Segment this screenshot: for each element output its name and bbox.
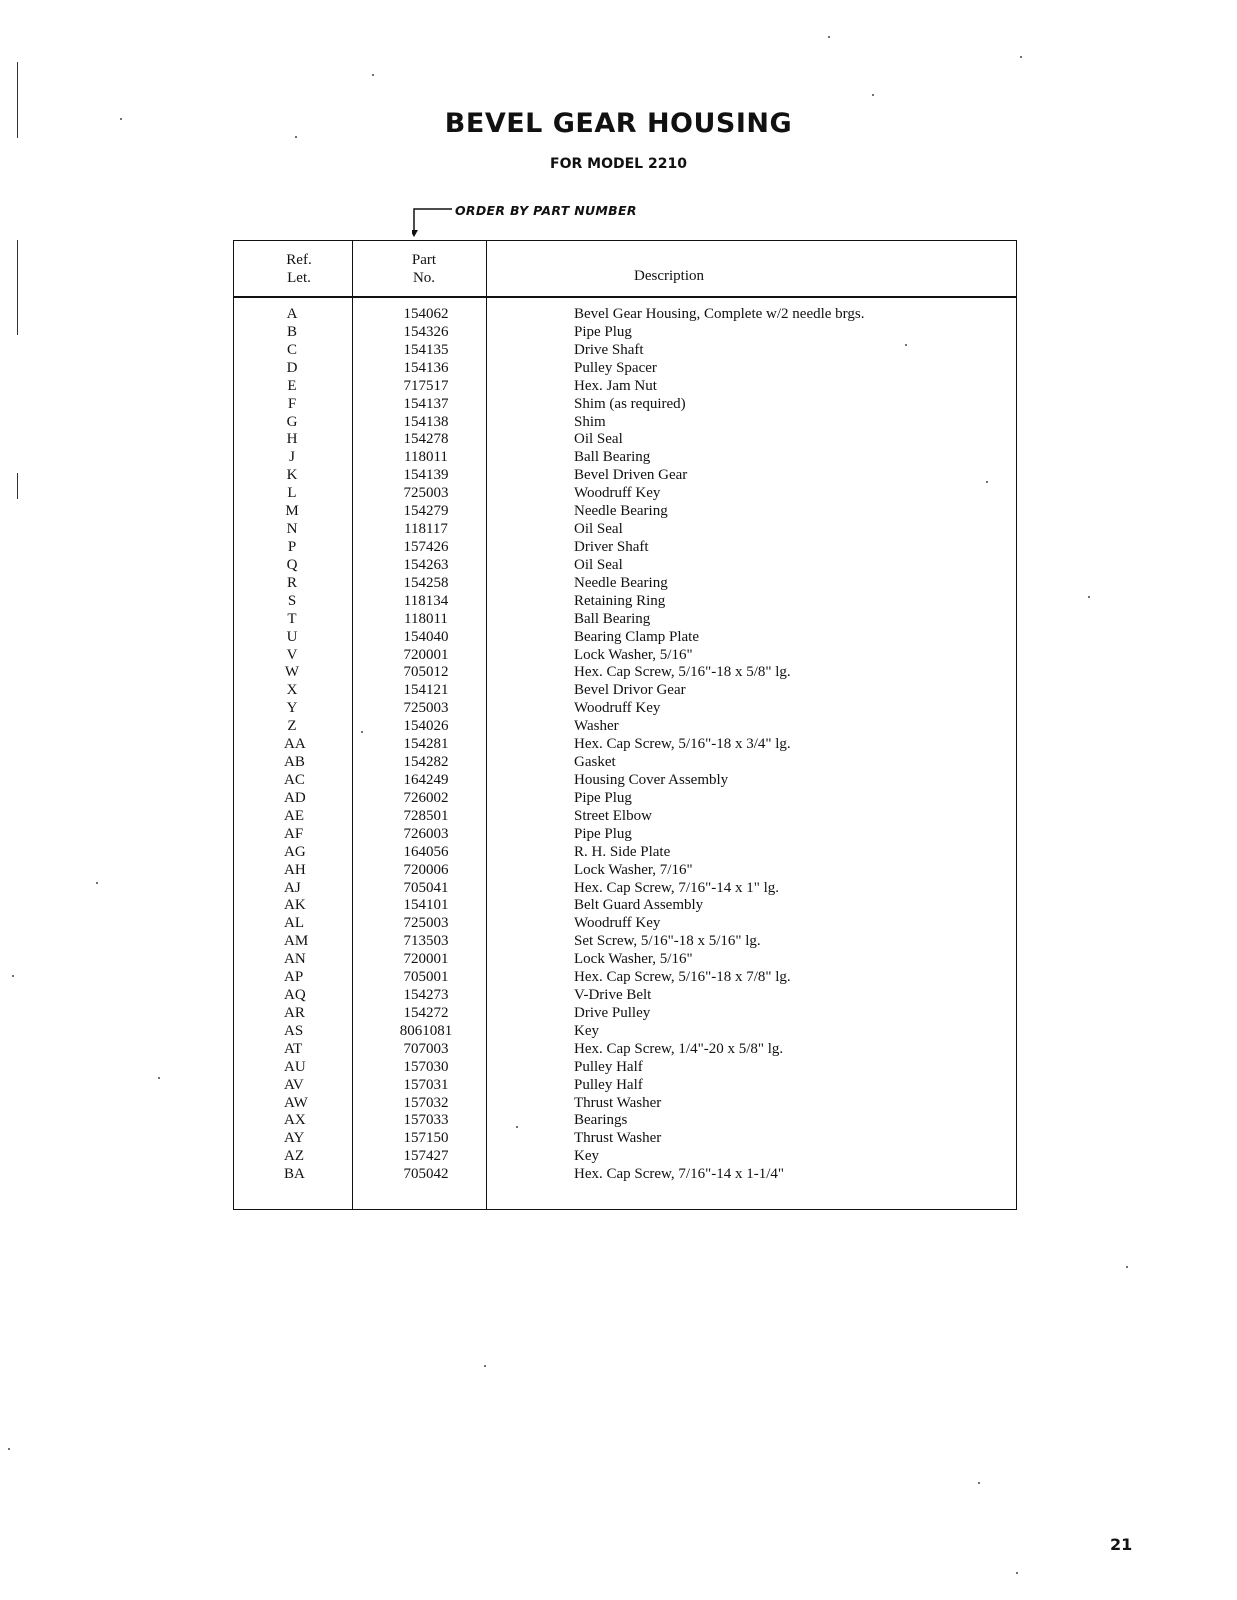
ref-letter-cell: L [287,485,297,502]
part-number-cell: 154101 [403,897,449,914]
ref-letter-cell: AN [284,951,306,968]
table-row [234,807,1016,825]
header-ref-line2: Let. [287,270,311,286]
description-cell: Pipe Plug [574,789,632,806]
description-cell: R. H. Side Plate [574,843,671,860]
part-number-cell: 725003 [403,485,449,502]
table-row [234,1111,1016,1129]
table-row [234,610,1016,628]
part-number-cell: 157150 [403,1130,449,1147]
description-cell: Pulley Spacer [574,359,657,376]
ref-letter-cell: Q [286,556,298,573]
ref-letter-cell: R [286,574,297,591]
table-row [234,502,1016,520]
table-row [234,861,1016,879]
description-cell: Washer [574,718,619,735]
description-cell: Hex. Cap Screw, 5/16"-18 x 3/4" lg. [574,736,791,753]
table-row [234,717,1016,735]
description-cell: Set Screw, 5/16"-18 x 5/16" lg. [574,933,761,950]
table-row [234,1076,1016,1094]
part-number-cell: 154326 [403,323,449,340]
description-cell: Pulley Half [574,1076,643,1093]
ref-letter-cell: B [286,323,297,340]
description-cell: Hex. Jam Nut [574,377,657,394]
table-row [234,1129,1016,1147]
description-cell: Lock Washer, 5/16" [574,646,693,663]
table-row [234,699,1016,717]
table-row [234,950,1016,968]
description-cell: Bearings [574,1112,628,1129]
table-row [234,1040,1016,1058]
table-row [234,592,1016,610]
description-cell: Needle Bearing [574,503,668,520]
part-number-cell: 725003 [403,700,449,717]
description-cell: V-Drive Belt [574,987,652,1004]
table-row [234,771,1016,789]
speck [978,1482,980,1484]
table-row [234,395,1016,413]
speck [1088,596,1090,598]
part-number-cell: 154040 [403,628,449,645]
table-row [234,430,1016,448]
description-cell: Bevel Gear Housing, Complete w/2 needle brgs. [574,306,865,322]
part-number-cell: 118117 [404,521,448,538]
ref-letter-cell: BA [284,1166,305,1183]
description-cell: Key [574,1022,599,1039]
ref-letter-cell: U [286,628,298,645]
table-row [234,825,1016,843]
table-row [234,466,1016,484]
speck [372,74,374,76]
part-number-cell: 705001 [403,969,449,986]
table-row [234,520,1016,538]
part-number-cell: 154062 [403,306,449,322]
part-number-cell: 154138 [403,413,449,430]
table-row [234,341,1016,359]
ref-letter-cell: AM [284,933,309,950]
part-number-cell: 154278 [403,431,449,448]
description-cell: Thrust Washer [574,1094,662,1111]
ref-letter-cell: AA [284,736,306,753]
part-number-cell: 154263 [403,556,449,573]
speck [96,882,98,884]
table-row [234,932,1016,950]
table-row [234,305,1016,323]
ref-letter-cell: K [286,467,298,484]
part-number-cell: 720006 [403,861,449,878]
description-cell: Drive Shaft [574,341,644,358]
table-row [234,879,1016,897]
ref-letter-cell: AV [284,1076,304,1093]
binder-mark [17,240,18,335]
ref-letter-cell: S [287,592,297,609]
table-row [234,628,1016,646]
page-title: BEVEL GEAR HOUSING [444,108,793,139]
part-number-cell: 720001 [403,951,449,968]
ref-letter-cell: AY [284,1130,305,1147]
part-number-cell: 726003 [403,825,449,842]
ref-letter-cell: P [287,538,297,555]
header-description: Description [634,268,704,284]
ref-letter-cell: Z [287,718,297,735]
table-row [234,448,1016,466]
ref-letter-cell: AX [284,1112,306,1129]
part-number-cell: 154282 [403,754,449,771]
description-cell: Bevel Drivor Gear [574,682,686,699]
ref-letter-cell: AH [284,861,306,878]
part-number-cell: 157426 [403,538,449,555]
speck [1126,1266,1128,1268]
description-cell: Woodruff Key [574,700,661,717]
ref-letter-cell: AQ [284,987,306,1004]
description-cell: Driver Shaft [574,538,649,555]
part-number-cell: 705041 [403,879,449,896]
part-number-cell: 118134 [403,592,449,609]
ref-letter-cell: AL [284,915,304,932]
description-cell: Hex. Cap Screw, 7/16"-14 x 1" lg. [574,879,779,896]
page-subtitle: FOR MODEL 2210 [550,156,687,172]
part-number-cell: 705042 [403,1166,449,1183]
ref-letter-cell: AG [284,843,306,860]
description-cell: Thrust Washer [574,1130,662,1147]
description-cell: Retaining Ring [574,592,666,609]
ref-letter-cell: AB [284,754,305,771]
part-number-cell: 157031 [403,1076,449,1093]
speck [12,975,14,977]
part-number-cell: 725003 [403,915,449,932]
table-body [234,305,1016,1183]
table-row [234,1165,1016,1183]
table-row [234,1058,1016,1076]
description-cell: Bevel Driven Gear [574,467,688,484]
ref-letter-cell: X [286,682,298,699]
table-row [234,1022,1016,1040]
part-number-cell: 157033 [403,1112,449,1129]
part-number-cell: 726002 [403,789,449,806]
part-number-cell: 154136 [403,359,449,376]
table-row [234,413,1016,431]
description-cell: Pipe Plug [574,323,632,340]
speck [1016,1572,1018,1574]
ref-letter-cell: AS [284,1022,304,1039]
ref-letter-cell: M [285,503,299,520]
description-cell: Hex. Cap Screw, 5/16"-18 x 5/8" lg. [574,664,791,681]
header-ref-line1: Ref. [286,252,312,268]
description-cell: Oil Seal [574,556,623,573]
ref-letter-cell: AP [284,969,304,986]
description-cell: Lock Washer, 5/16" [574,951,693,968]
table-row [234,484,1016,502]
part-number-cell: 157427 [403,1148,449,1165]
ref-letter-cell: AJ [284,879,301,896]
header-part-line1: Part [411,252,437,268]
part-number-cell: 154121 [403,682,449,699]
description-cell: Drive Pulley [574,1004,651,1021]
description-cell: Street Elbow [574,807,652,824]
ref-letter-cell: V [286,646,298,663]
ref-letter-cell: D [286,359,298,376]
description-cell: Pulley Half [574,1058,643,1075]
description-cell: Gasket [574,754,616,771]
table-row [234,914,1016,932]
table-row [234,1094,1016,1112]
part-number-cell: 705012 [403,664,449,681]
part-number-cell: 157032 [403,1094,449,1111]
ref-letter-cell: AU [284,1058,306,1075]
ref-letter-cell: AE [284,807,304,824]
description-cell: Hex. Cap Screw, 5/16"-18 x 7/8" lg. [574,969,791,986]
speck [484,1365,486,1367]
description-cell: Ball Bearing [574,449,651,466]
table-row [234,663,1016,681]
part-number-cell: 154137 [403,395,449,412]
part-number-cell: 157030 [403,1058,449,1075]
ref-letter-cell: AK [284,897,306,914]
order-arrow-icon [412,206,456,238]
header-rule [234,296,1016,298]
page-number: 21 [1110,1535,1133,1554]
header-part-no [384,251,464,287]
part-number-cell: 118011 [404,449,448,466]
speck [8,1448,10,1450]
part-number-cell: 154273 [403,987,449,1004]
part-number-cell: 154139 [403,467,449,484]
ref-letter-cell: AW [284,1094,308,1111]
table-row [234,1004,1016,1022]
part-number-cell: 164249 [403,771,449,788]
speck [828,36,830,38]
description-cell: Key [574,1148,599,1165]
table-row [234,735,1016,753]
part-number-cell: 154272 [403,1004,449,1021]
description-cell: Lock Washer, 7/16" [574,861,693,878]
part-number-cell: 707003 [403,1040,449,1057]
description-cell: Hex. Cap Screw, 7/16"-14 x 1-1/4" [574,1166,784,1183]
part-number-cell: 154135 [403,341,449,358]
ref-letter-cell: T [287,610,297,627]
ref-letter-cell: AT [284,1040,303,1057]
ref-letter-cell: W [284,664,300,681]
table-row [234,986,1016,1004]
speck [1020,56,1022,58]
ref-letter-cell: Y [286,700,298,717]
description-cell: Shim (as required) [574,395,686,412]
table-row [234,646,1016,664]
part-number-cell: 720001 [403,646,449,663]
ref-letter-cell: AR [284,1004,305,1021]
part-number-cell: 154026 [403,718,449,735]
ref-letter-cell: A [286,306,298,322]
table-row [234,1147,1016,1165]
part-number-cell: 118011 [404,610,448,627]
ref-letter-cell: AF [284,825,304,842]
table-row [234,556,1016,574]
part-number-cell: 154258 [403,574,449,591]
parts-table [233,240,1017,1210]
description-cell: Woodruff Key [574,915,661,932]
table-row [234,968,1016,986]
ref-letter-cell: J [289,449,295,466]
header-part-line2: No. [412,270,436,286]
header-ref-let [264,251,334,287]
description-cell: Ball Bearing [574,610,651,627]
table-row [234,323,1016,341]
description-cell: Needle Bearing [574,574,668,591]
part-number-cell: 154281 [403,736,449,753]
table-row [234,681,1016,699]
order-note: ORDER BY PART NUMBER [455,203,637,218]
ref-letter-cell: N [286,521,298,538]
ref-letter-cell: G [286,413,298,430]
table-row [234,377,1016,395]
table-row [234,753,1016,771]
description-cell: Pipe Plug [574,825,632,842]
part-number-cell: 717517 [403,377,449,394]
binder-mark [17,473,18,499]
table-row [234,538,1016,556]
part-number-cell: 728501 [403,807,449,824]
description-cell: Belt Guard Assembly [574,897,704,914]
part-number-cell: 154279 [403,503,449,520]
description-cell: Hex. Cap Screw, 1/4"-20 x 5/8" lg. [574,1040,784,1057]
ref-letter-cell: AC [284,771,305,788]
description-cell: Woodruff Key [574,485,661,502]
ref-letter-cell: AD [284,789,306,806]
part-number-cell: 164056 [403,843,449,860]
table-row [234,359,1016,377]
description-cell: Shim [574,413,606,430]
description-cell: Oil Seal [574,431,623,448]
ref-letter-cell: H [286,431,298,448]
ref-letter-cell: E [287,377,297,394]
table-row [234,843,1016,861]
table-row [234,574,1016,592]
table-row [234,789,1016,807]
ref-letter-cell: AZ [284,1148,304,1165]
part-number-cell: 8061081 [399,1022,453,1039]
ref-letter-cell: C [286,341,297,358]
table-row [234,896,1016,914]
speck [158,1077,160,1079]
description-cell: Housing Cover Assembly [574,771,729,788]
description-cell: Oil Seal [574,521,623,538]
ref-letter-cell: F [287,395,297,412]
description-cell: Bearing Clamp Plate [574,628,699,645]
part-number-cell: 713503 [403,933,449,950]
speck [872,94,874,96]
